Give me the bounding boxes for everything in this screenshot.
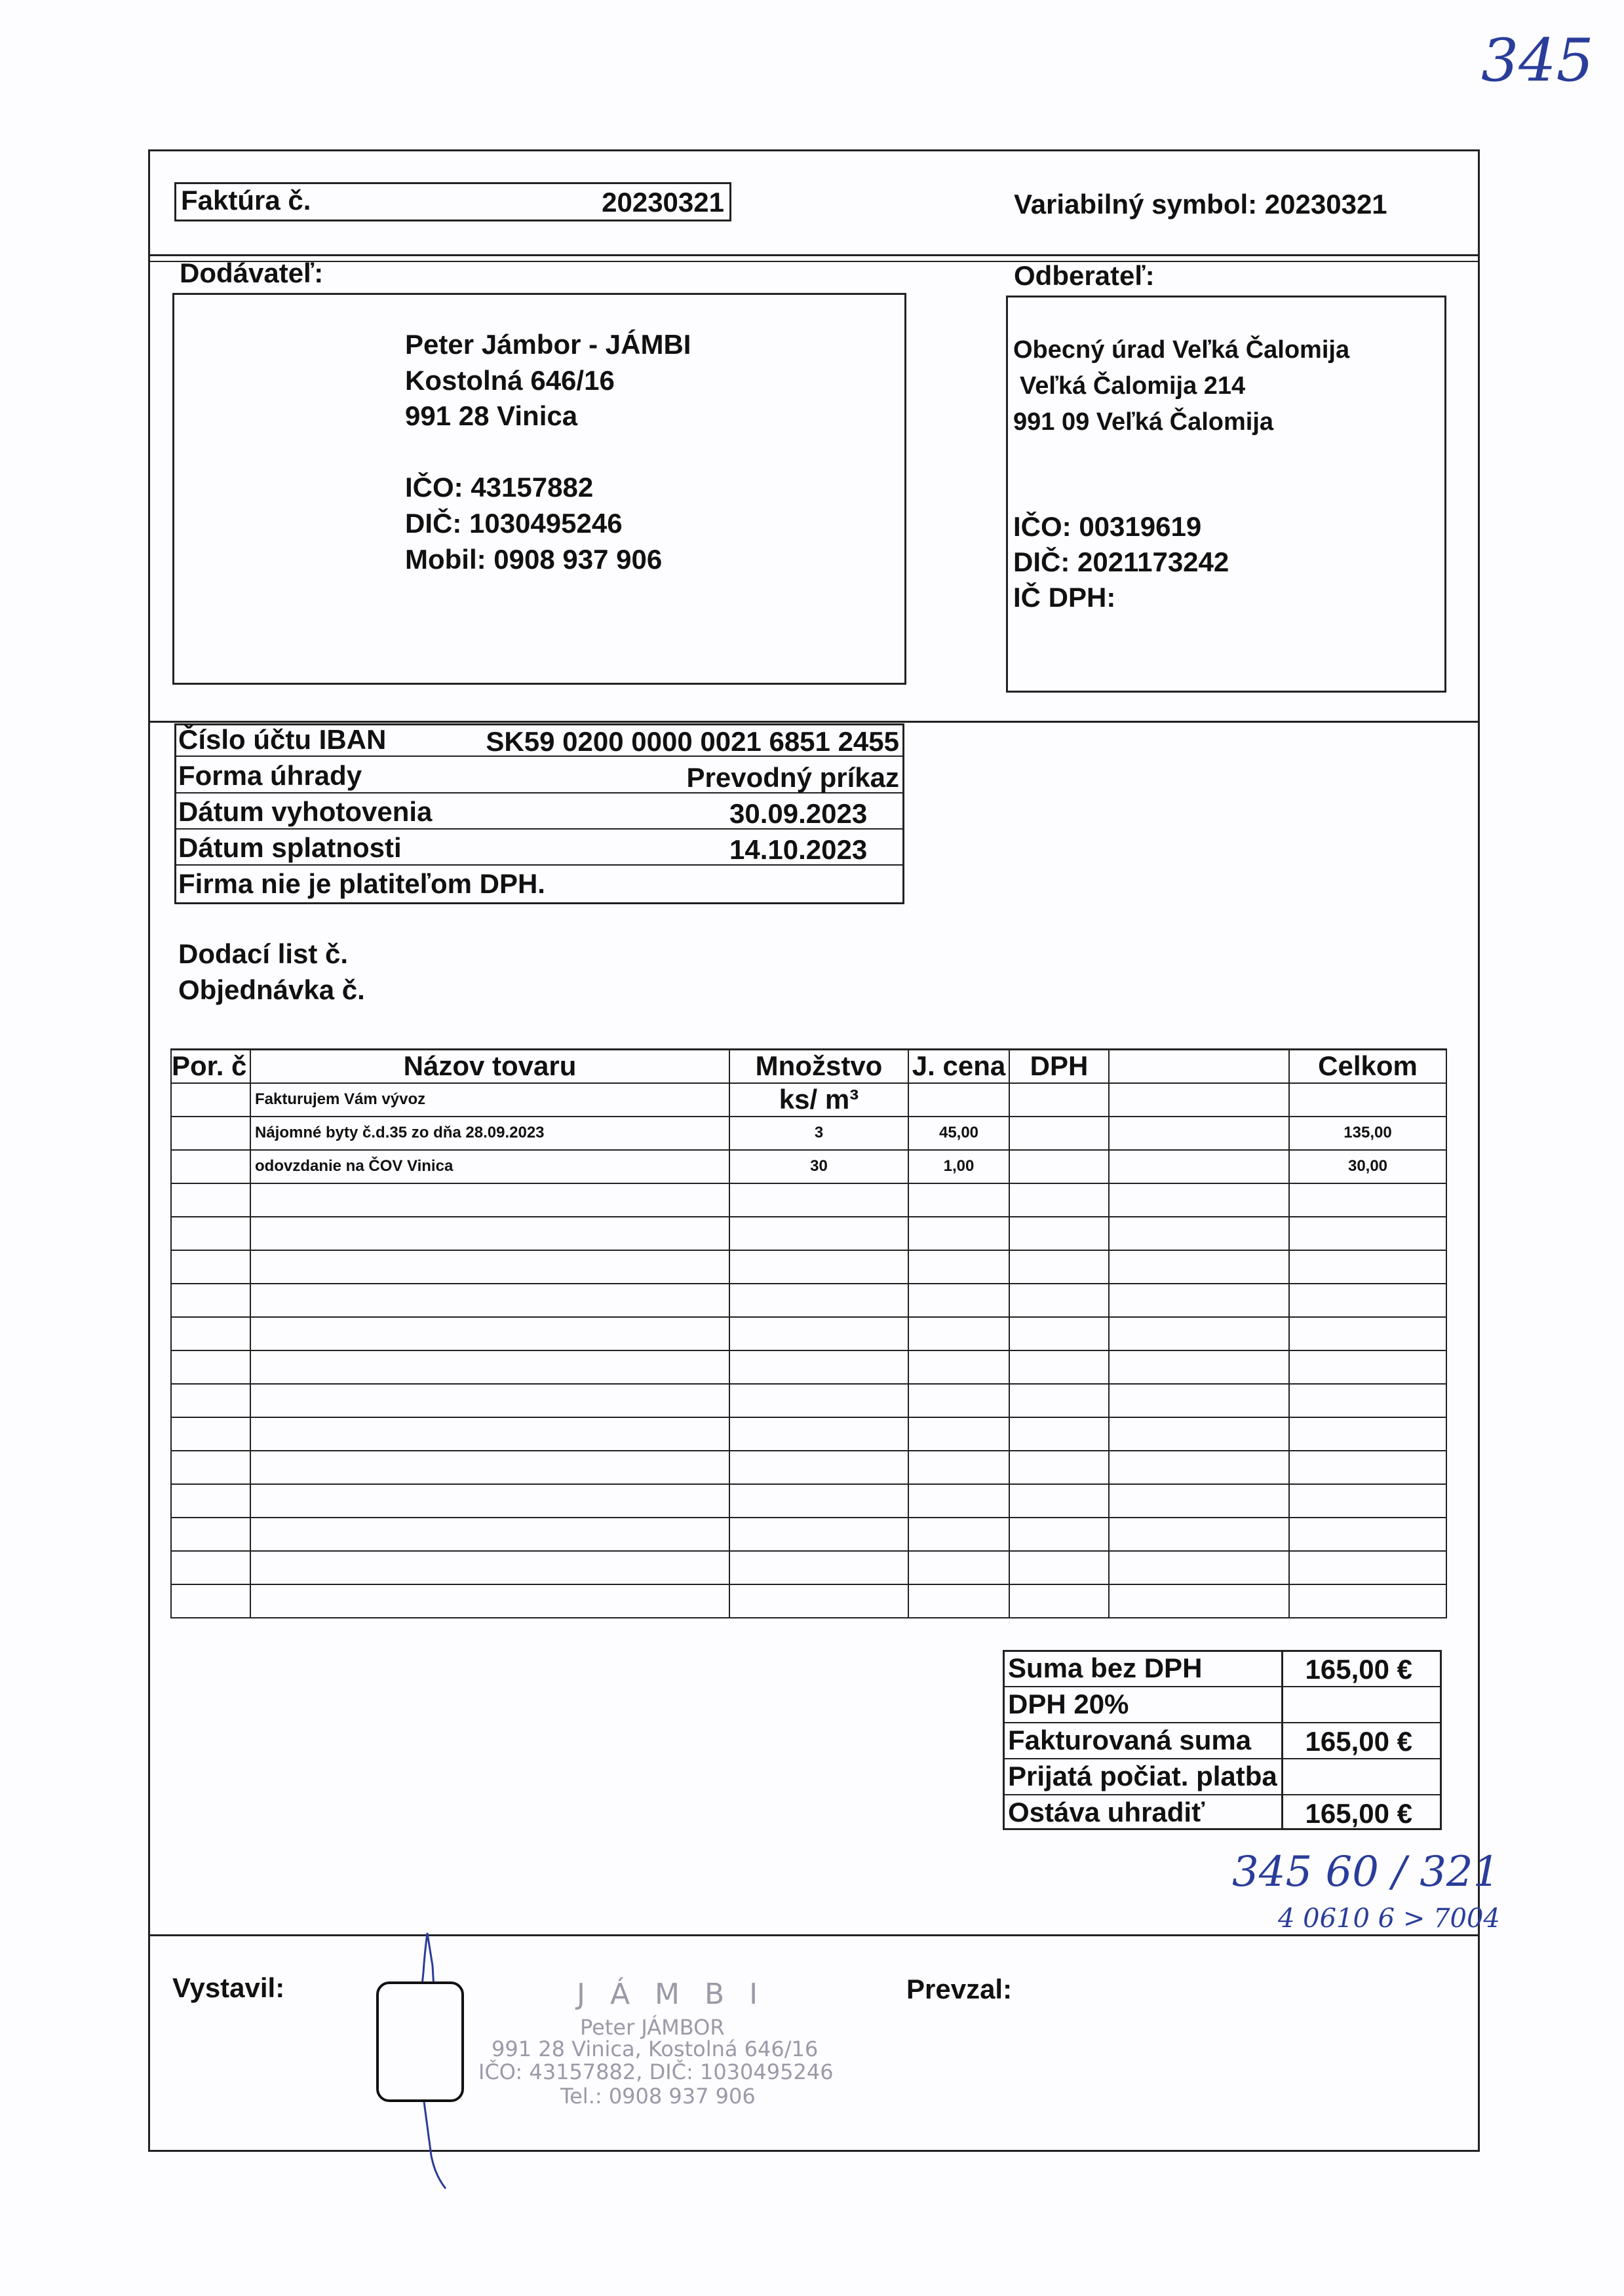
table-cell [1009, 1350, 1109, 1384]
items-table [170, 1048, 1447, 1618]
table-cell [908, 1451, 1009, 1484]
totals-label: Ostáva uhradiť [1008, 1797, 1205, 1827]
table-cell [1109, 1117, 1289, 1150]
totals-label: Fakturovaná suma [1008, 1725, 1252, 1755]
table-cell [171, 1317, 250, 1350]
table-cell [171, 1350, 250, 1384]
table-cell [1009, 1484, 1109, 1518]
table-cell: 30,00 [1289, 1150, 1446, 1183]
table-cell [250, 1350, 729, 1384]
table-cell [1009, 1551, 1109, 1584]
table-cell [1009, 1150, 1109, 1183]
table-cell [908, 1417, 1009, 1451]
stamp-line: IČO: 43157882, DIČ: 1030495246 [478, 2059, 834, 2084]
table-cell [729, 1551, 908, 1584]
table-cell [1289, 1217, 1446, 1250]
table-cell [171, 1117, 250, 1150]
table-cell [908, 1518, 1009, 1551]
supplier-ico: IČO: 43157882 [405, 472, 594, 503]
table-row [171, 1083, 1446, 1117]
table-cell [908, 1317, 1009, 1350]
table-cell [250, 1317, 729, 1350]
invoice-label: Faktúra č. [181, 185, 311, 216]
signature-graphic [367, 1920, 498, 2195]
table-cell [171, 1518, 250, 1551]
col-header: Celkom [1289, 1050, 1446, 1083]
table-cell [729, 1217, 908, 1250]
order-label: Objednávka č. [178, 974, 365, 1005]
table-cell [250, 1551, 729, 1584]
table-cell [1009, 1083, 1109, 1117]
handwritten-page-number: 345 [1481, 26, 1594, 95]
table-row [171, 1584, 1446, 1618]
table-cell [1289, 1250, 1446, 1284]
table-cell [729, 1183, 908, 1217]
table-cell [171, 1551, 250, 1584]
table-cell: Nájomné byty č.d.35 zo dňa 28.09.2023 [250, 1117, 729, 1150]
col-header: Por. č [171, 1050, 250, 1083]
table-cell [1289, 1551, 1446, 1584]
table-cell [250, 1584, 729, 1618]
table-cell: 45,00 [908, 1117, 1009, 1150]
table-cell [171, 1384, 250, 1417]
vat-note: Firma nie je platiteľom DPH. [178, 868, 545, 899]
totals-value: 165,00 € [1305, 1798, 1412, 1829]
table-cell [729, 1518, 908, 1551]
totals-row-line [1003, 1758, 1442, 1759]
col-header: DPH [1009, 1050, 1109, 1083]
table-row [171, 1117, 1446, 1150]
table-cell [908, 1250, 1009, 1284]
table-cell [171, 1183, 250, 1217]
payment-method-value: Prevodný príkaz [686, 762, 899, 793]
totals-row-line [1003, 1794, 1442, 1795]
table-cell [729, 1350, 908, 1384]
payment-method-label: Forma úhrady [178, 760, 362, 791]
table-cell [1109, 1284, 1289, 1317]
table-cell [250, 1250, 729, 1284]
stamp-line: 991 28 Vinica, Kostolná 646/16 [492, 2037, 819, 2061]
table-cell [1009, 1451, 1109, 1484]
table-cell [908, 1217, 1009, 1250]
table-header-row [171, 1050, 1446, 1083]
table-cell [1289, 1183, 1446, 1217]
table-row [171, 1484, 1446, 1518]
handwritten-note: 4 0610 6 > 7004 [1278, 1904, 1500, 1934]
table-cell [1289, 1451, 1446, 1484]
table-cell [1109, 1484, 1289, 1518]
customer-name: Obecný úrad Veľká Čalomija [1013, 336, 1350, 364]
table-cell [171, 1083, 250, 1117]
due-date-label: Dátum splatnosti [178, 832, 402, 863]
table-cell [1289, 1518, 1446, 1551]
table-cell [250, 1451, 729, 1484]
table-cell [171, 1150, 250, 1183]
col-header: J. cena [908, 1050, 1009, 1083]
invoice-number: 20230321 [602, 187, 724, 218]
table-cell [1289, 1284, 1446, 1317]
table-cell [908, 1384, 1009, 1417]
table-cell [908, 1350, 1009, 1384]
table-cell [1109, 1417, 1289, 1451]
table-cell [250, 1284, 729, 1317]
table-cell [171, 1451, 250, 1484]
issue-date-label: Dátum vyhotovenia [178, 796, 433, 827]
issue-date-value: 30.09.2023 [729, 798, 868, 829]
table-cell [729, 1451, 908, 1484]
table-cell [908, 1083, 1009, 1117]
col-header: Názov tovaru [250, 1050, 729, 1083]
table-cell [1289, 1083, 1446, 1117]
table-cell [1009, 1584, 1109, 1618]
table-row [171, 1250, 1446, 1284]
table-cell [171, 1250, 250, 1284]
table-cell [1009, 1183, 1109, 1217]
customer-dic: DIČ: 2021173242 [1013, 546, 1229, 577]
table-cell [1109, 1350, 1289, 1384]
totals-column-line [1281, 1650, 1283, 1830]
totals-row-line [1003, 1686, 1442, 1687]
table-row [171, 1518, 1446, 1551]
table-cell [250, 1217, 729, 1250]
table-cell [250, 1484, 729, 1518]
table-cell [1109, 1317, 1289, 1350]
table-row [171, 1317, 1446, 1350]
table-cell: ks/ m³ [729, 1083, 908, 1117]
table-cell [1109, 1451, 1289, 1484]
customer-label: Odberateľ: [1014, 260, 1155, 291]
divider [148, 1934, 1480, 1936]
table-cell [1109, 1518, 1289, 1551]
iban-value: SK59 0200 0000 0021 6851 2455 [486, 726, 899, 757]
iban-label: Číslo účtu IBAN [178, 724, 387, 755]
table-cell [729, 1417, 908, 1451]
table-row [171, 1451, 1446, 1484]
table-row [171, 1217, 1446, 1250]
totals-value: 165,00 € [1305, 1726, 1412, 1757]
customer-street: Veľká Čalomija 214 [1020, 372, 1246, 400]
table-cell [171, 1484, 250, 1518]
table-cell [729, 1484, 908, 1518]
table-row [171, 1183, 1446, 1217]
table-cell [1289, 1584, 1446, 1618]
stamp-line: Tel.: 0908 937 906 [560, 2084, 756, 2109]
table-cell: 30 [729, 1150, 908, 1183]
table-cell [908, 1183, 1009, 1217]
table-cell [1289, 1417, 1446, 1451]
table-cell [729, 1250, 908, 1284]
table-cell: 1,00 [908, 1150, 1009, 1183]
table-cell [1289, 1350, 1446, 1384]
stamp-title: J Á M B I [577, 1978, 766, 2011]
table-cell [1009, 1117, 1109, 1150]
delivery-note-label: Dodací list č. [178, 938, 349, 969]
table-cell [1109, 1217, 1289, 1250]
table-cell [908, 1584, 1009, 1618]
supplier-label: Dodávateľ: [180, 258, 324, 288]
table-cell [1109, 1584, 1289, 1618]
table-cell: odovzdanie na ČOV Vinica [250, 1150, 729, 1183]
table-cell [729, 1584, 908, 1618]
table-cell [1009, 1384, 1109, 1417]
table-cell [1009, 1317, 1109, 1350]
table-cell [1109, 1150, 1289, 1183]
totals-value: 165,00 € [1305, 1654, 1412, 1685]
table-cell: 135,00 [1289, 1117, 1446, 1150]
table-cell [1289, 1384, 1446, 1417]
customer-ico: IČO: 00319619 [1013, 511, 1202, 542]
customer-ic-dph: IČ DPH: [1013, 582, 1116, 613]
table-row [171, 1350, 1446, 1384]
table-row [171, 1150, 1446, 1183]
table-cell [1289, 1484, 1446, 1518]
table-cell [171, 1584, 250, 1618]
table-cell [729, 1284, 908, 1317]
table-cell [729, 1317, 908, 1350]
table-cell [250, 1384, 729, 1417]
table-cell [1009, 1417, 1109, 1451]
totals-label: Suma bez DPH [1008, 1653, 1203, 1683]
table-cell: Fakturujem Vám vývoz [250, 1083, 729, 1117]
table-cell [1009, 1217, 1109, 1250]
totals-row-line [1003, 1722, 1442, 1723]
table-cell [908, 1551, 1009, 1584]
table-cell [1109, 1384, 1289, 1417]
empty-rows [171, 1183, 1446, 1618]
col-header: Množstvo [729, 1050, 908, 1083]
received-by-label: Prevzal: [906, 1974, 1013, 2004]
supplier-city: 991 28 Vinica [405, 400, 578, 431]
table-cell [1009, 1518, 1109, 1551]
divider [148, 261, 1480, 262]
table-row [171, 1284, 1446, 1317]
supplier-mobile: Mobil: 0908 937 906 [405, 544, 663, 575]
table-cell: 3 [729, 1117, 908, 1150]
table-row [171, 1384, 1446, 1417]
table-cell [171, 1284, 250, 1317]
table-cell [250, 1183, 729, 1217]
supplier-name: Peter Jámbor - JÁMBI [405, 329, 691, 360]
table-cell [1109, 1250, 1289, 1284]
table-cell [908, 1484, 1009, 1518]
totals-label: Prijatá počiat. platba [1008, 1761, 1277, 1791]
table-cell [908, 1284, 1009, 1317]
table-cell [250, 1518, 729, 1551]
table-cell [729, 1384, 908, 1417]
table-cell [1109, 1183, 1289, 1217]
col-header [1109, 1050, 1289, 1083]
customer-city: 991 09 Veľká Čalomija [1013, 408, 1274, 436]
supplier-dic: DIČ: 1030495246 [405, 508, 623, 539]
handwritten-note: 345 60 / 321 [1232, 1848, 1500, 1896]
variable-symbol: Variabilný symbol: 20230321 [1014, 189, 1387, 220]
divider [148, 721, 1480, 723]
table-row [171, 1417, 1446, 1451]
table-row [171, 1551, 1446, 1584]
table-cell [171, 1217, 250, 1250]
totals-label: DPH 20% [1008, 1689, 1129, 1719]
table-cell [1289, 1317, 1446, 1350]
divider [148, 254, 1480, 256]
table-cell [171, 1417, 250, 1451]
table-cell [250, 1417, 729, 1451]
table-cell [1109, 1083, 1289, 1117]
stamp-line: Peter JÁMBOR [580, 2015, 725, 2040]
issued-by-label: Vystavil: [172, 1972, 285, 2003]
due-date-value: 14.10.2023 [729, 834, 868, 865]
table-cell [1009, 1284, 1109, 1317]
table-cell [1109, 1551, 1289, 1584]
supplier-street: Kostolná 646/16 [405, 365, 615, 396]
table-cell [1009, 1250, 1109, 1284]
